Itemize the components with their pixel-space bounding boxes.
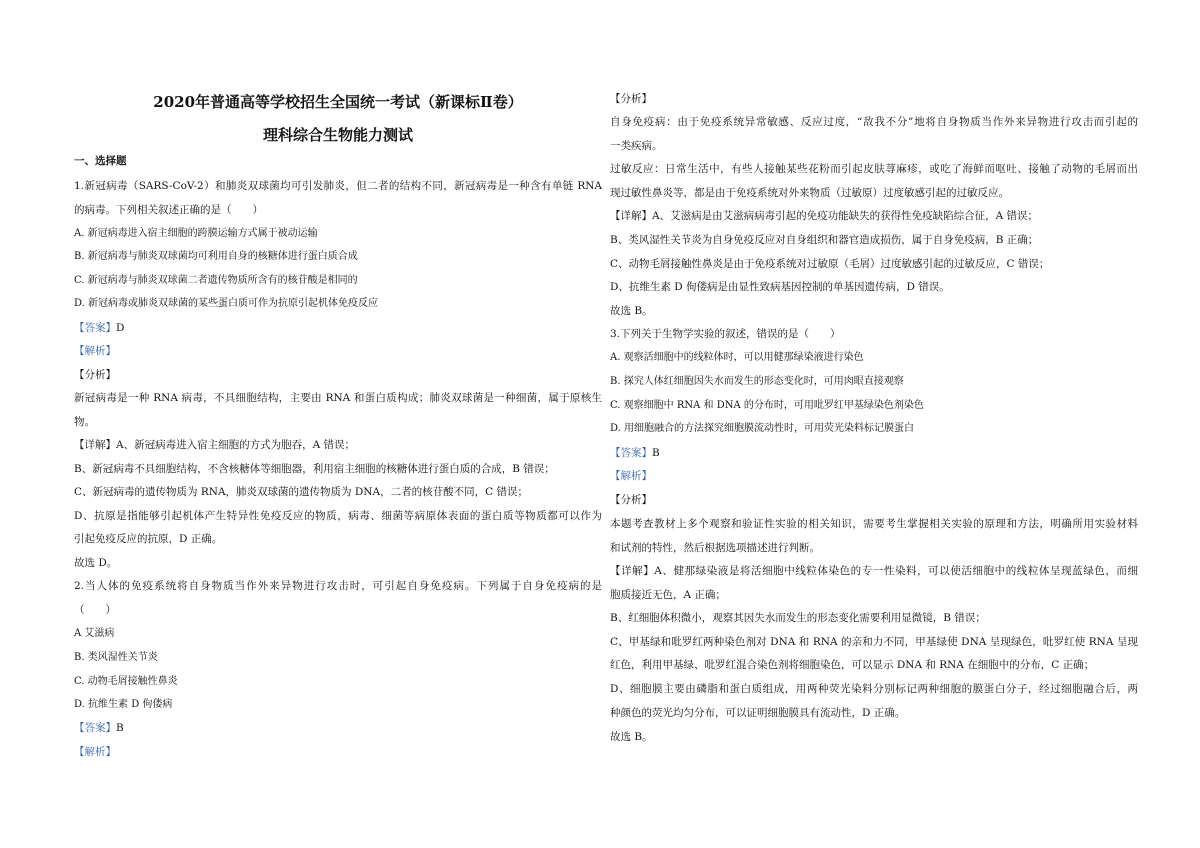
q2-stem-line-2: （ ）	[74, 604, 116, 616]
q3-option-a: A. 观察活细胞中的线粒体时，可以用健那绿染液进行染色	[610, 352, 864, 363]
q1-jiexi-tag: 【解析】	[74, 345, 116, 357]
q1-option-b: B. 新冠病毒与肺炎双球菌均可利用自身的核糖体进行蛋白质合成	[74, 251, 358, 262]
q1-detail-line-1: 【详解】A、新冠病毒进入宿主细胞的方式为胞吞，A 错误；	[74, 439, 356, 451]
q3-jiexi-tag: 【解析】	[610, 470, 652, 482]
q1-detail-line-4: D、抗原是指能够引起机体产生特异性免疫反应的物质，病毒、细菌等病原体表面的蛋白质等物质都可以作为	[74, 510, 602, 522]
q1-fenxi-line-2: 物。	[74, 416, 95, 428]
q2-fenxi-line-2: 一类疾病。	[610, 140, 663, 152]
q3-fenxi-heading: 【分析】	[610, 494, 652, 506]
q1-stem-line-2: 的病毒。下列相关叙述正确的是（ ）	[74, 204, 263, 216]
answer-tag: 【答案】	[74, 322, 116, 334]
q3-option-c: C. 观察细胞中 RNA 和 DNA 的分布时，可用吡罗红甲基绿染色剂染色	[610, 400, 924, 411]
answer-tag: 【答案】	[610, 447, 652, 459]
q2-option-d: D. 抗维生素 D 佝偻病	[74, 699, 173, 710]
q2-detail-line-1: 【详解】A、艾滋病是由艾滋病病毒引起的免疫功能缺失的获得性免疫缺陷综合征，A 错误；	[610, 210, 1039, 222]
q1-stem-line-1: 1.新冠病毒（SARS-CoV-2）和肺炎双球菌均可引发肺炎，但二者的结构不同，新冠病毒是一种含有单链 RNA	[74, 180, 602, 192]
q3-option-b: B. 探究人体红细胞因失水而发生的形态变化时，可用肉眼直接观察	[610, 376, 904, 387]
q1-conclusion: 故选 D。	[74, 557, 118, 569]
document-subtitle: 理科综合生物能力测试	[262, 126, 413, 144]
q2-option-c: C. 动物毛屑接触性鼻炎	[74, 676, 178, 687]
q2-detail-line-2: B、类风湿性关节炎为自身免疫反应对自身组织和器官造成损伤，属于自身免疫病，B 正确；	[610, 234, 1039, 246]
q3-option-d: D. 用细胞融合的方法探究细胞膜流动性时，可用荧光染料标记膜蛋白	[610, 423, 915, 434]
q3-detail-line-3: B、红细胞体积微小，观察其因失水而发生的形态变化需要利用显微镜，B 错误；	[610, 612, 986, 624]
answer-value: B	[652, 447, 660, 459]
q1-detail-line-5: 引起免疫反应的抗原，D 正确。	[74, 533, 223, 545]
q1-fenxi-heading: 【分析】	[74, 369, 116, 381]
q3-detail-line-1: 【详解】A、健那绿染液是将活细胞中线粒体染色的专一性染料，可以使活细胞中的线粒体呈现蓝绿色，而细	[610, 565, 1138, 577]
q2-detail-line-4: D、抗维生素 D 佝偻病是由显性致病基因控制的单基因遗传病，D 错误。	[610, 281, 950, 293]
answer-value: B	[116, 722, 124, 734]
q3-detail-line-4: C、甲基绿和吡罗红两种染色剂对 DNA 和 RNA 的亲和力不同，甲基绿使 DNA 呈现绿色，吡罗红使 RNA 呈现	[610, 636, 1138, 648]
q3-detail-line-6: D、细胞膜主要由磷脂和蛋白质组成，用两种荧光染料分别标记两种细胞的膜蛋白分子，经过细胞融合后，两	[610, 683, 1138, 695]
q3-detail-line-5: 红色，利用甲基绿、吡罗红混合染色剂将细胞染色，可以显示 DNA 和 RNA 在细胞中的分布，C 正确；	[610, 659, 1095, 671]
q2-option-a: A 艾滋病	[74, 628, 115, 639]
q3-detail-line-7: 种颜色的荧光均匀分布，可以证明细胞膜具有流动性，D 正确。	[610, 707, 906, 719]
q1-detail-line-3: C、新冠病毒的遗传物质为 RNA，肺炎双球菌的遗传物质为 DNA，二者的核苷酸不同，C 错误；	[74, 486, 528, 498]
q2-answer	[74, 721, 124, 735]
q2-option-b: B. 类风湿性关节炎	[74, 652, 158, 663]
q3-fenxi-line-2: 和试剂的特性，然后根据选项描述进行判断。	[610, 542, 820, 554]
q3-detail-line-2: 胞质接近无色，A 正确；	[610, 589, 726, 601]
q2-jiexi-tag: 【解析】	[74, 746, 116, 758]
q2-stem-line-1: 2.当人体的免疫系统将自身物质当作外来异物进行攻击时，可引起自身免疫病。下列属于自身免疫病的是	[74, 580, 602, 592]
q3-stem: 3.下列关于生物学实验的叙述，错误的是（ ）	[610, 328, 841, 340]
q1-fenxi-line-1: 新冠病毒是一种 RNA 病毒，不具细胞结构，主要由 RNA 和蛋白质构成；肺炎双球菌是一种细菌，属于原核生	[74, 392, 602, 404]
q1-answer	[74, 321, 124, 335]
q3-conclusion: 故选 B。	[610, 731, 653, 743]
answer-value: D	[116, 322, 125, 334]
q2-fenxi-heading: 【分析】	[610, 93, 652, 105]
q2-fenxi-line-3: 过敏反应：日常生活中，有些人接触某些花粉而引起皮肤荨麻疹，或吃了海鲜而呕吐、接触了动物的毛屑而出	[610, 163, 1138, 175]
answer-tag: 【答案】	[74, 722, 116, 734]
q2-fenxi-line-1: 自身免疫病：由于免疫系统异常敏感、反应过度，“敌我不分”地将自身物质当作外来异物进行攻击而引起的	[610, 116, 1138, 128]
q1-option-a: A. 新冠病毒进入宿主细胞的跨膜运输方式属于被动运输	[74, 228, 318, 239]
q1-detail-line-2: B、新冠病毒不具细胞结构，不含核糖体等细胞器，利用宿主细胞的核糖体进行蛋白质的合成，B 错误；	[74, 463, 555, 475]
q2-detail-line-3: C、动物毛屑接触性鼻炎是由于免疫系统对过敏原（毛屑）过度敏感引起的过敏反应，C 错误；	[610, 258, 1050, 270]
q1-option-c: C. 新冠病毒与肺炎双球菌二者遗传物质所含有的核苷酸是相同的	[74, 275, 358, 286]
q1-option-d: D. 新冠病毒或肺炎双球菌的某些蛋白质可作为抗原引起机体免疫反应	[74, 298, 379, 309]
q2-fenxi-line-4: 现过敏性鼻炎等，都是由于免疫系统对外来物质（过敏原）过度敏感引起的过敏反应。	[610, 187, 1009, 199]
q3-fenxi-line-1: 本题考查教材上多个观察和验证性实验的相关知识，需要考生掌握相关实验的原理和方法，明确所用实验材料	[610, 518, 1138, 530]
q3-answer	[610, 446, 660, 460]
q2-conclusion: 故选 B。	[610, 305, 653, 317]
section-heading: 一、选择题	[74, 155, 127, 167]
document-title: 2020年普通高等学校招生全国统一考试（新课标Ⅱ卷）	[153, 93, 523, 111]
